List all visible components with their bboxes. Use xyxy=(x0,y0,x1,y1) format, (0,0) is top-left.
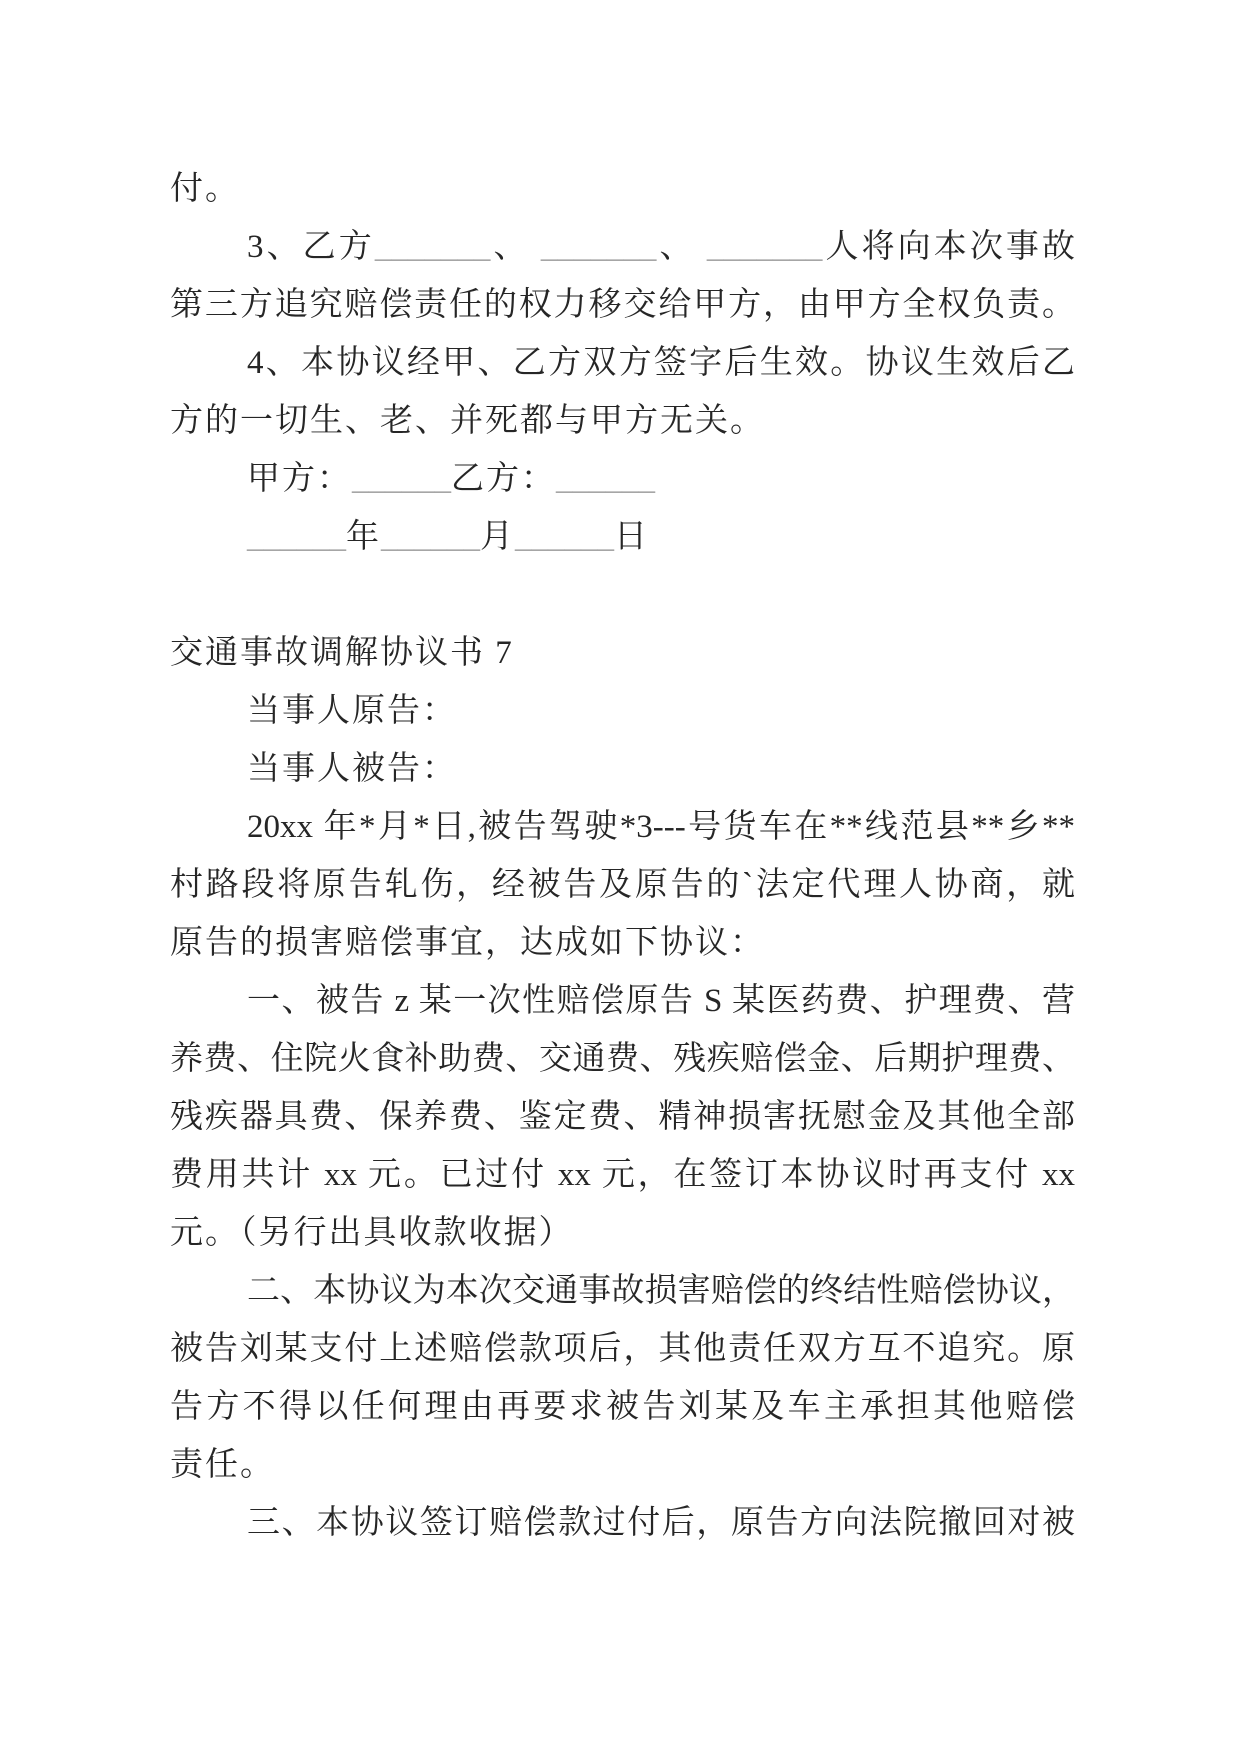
text-run: 被告刘某支付上述赔偿款项后，其他责任双方互不追究。原 xyxy=(170,1331,1075,1367)
text-run: 20xx 年*月*日,被告驾驶*3---号货车在**线范县**乡** xyxy=(247,809,1075,845)
clause-2-line-2 xyxy=(170,1320,1075,1378)
blank-underline: ______ xyxy=(247,519,346,555)
clause-4-line-2 xyxy=(170,392,1075,450)
text-run: 年 xyxy=(346,519,381,555)
clause-1-line-2 xyxy=(170,1030,1075,1088)
text-run: 当事人被告： xyxy=(247,751,457,787)
text-run: 日 xyxy=(614,519,649,555)
text-run: 养费、住院火食补助费、交通费、残疾赔偿金、后期护理费、 xyxy=(170,1041,1075,1077)
section-heading xyxy=(170,624,1075,682)
clause-1-line-1 xyxy=(170,972,1075,1030)
signature-line xyxy=(170,450,1075,508)
text-run: 责任。 xyxy=(170,1447,275,1483)
text-run: 付。 xyxy=(170,171,240,207)
clause-2-line-3 xyxy=(170,1378,1075,1436)
text-run: 二、本协议为本次交通事故损害赔偿的终结性赔偿协议， xyxy=(247,1273,1075,1309)
clause-3-line-1 xyxy=(170,218,1075,276)
text-run: 第三方追究赔偿责任的权力移交给甲方，由甲方全权负责。 xyxy=(170,287,1075,323)
text-run: 费用共计 xx 元。已过付 xx 元，在签订本协议时再支付 xx xyxy=(170,1157,1075,1193)
clause-3-line-2 xyxy=(170,276,1075,334)
text-run: 元。（另行出具收款收据） xyxy=(170,1215,574,1251)
text-run: 告方不得以任何理由再要求被告刘某及车主承担其他赔偿 xyxy=(170,1389,1075,1425)
blank-underline: ______ xyxy=(515,519,614,555)
clause-1-line-5 xyxy=(170,1204,1075,1262)
party-defendant-line xyxy=(170,740,1075,798)
blank-underline: _______ xyxy=(706,229,823,265)
clause-4-line-1 xyxy=(170,334,1075,392)
date-line xyxy=(170,508,1075,566)
text-run: 一、被告 z 某一次性赔偿原告 S 某医药费、护理费、营 xyxy=(247,983,1075,1019)
clause-2-line-1 xyxy=(170,1262,1075,1320)
document-body xyxy=(170,160,1075,1552)
blank-underline: ______ xyxy=(381,519,480,555)
text-run: 3、乙方 xyxy=(247,229,375,265)
clause-1-line-4 xyxy=(170,1146,1075,1204)
blank-underline: _______ xyxy=(540,229,657,265)
text-run: 4、本协议经甲、乙方双方签字后生效。协议生效后乙 xyxy=(247,345,1075,381)
text-run: 交通事故调解协议书 7 xyxy=(170,635,514,671)
text-run: 月 xyxy=(480,519,515,555)
text-run: 村路段将原告轧伤，经被告及原告的`法定代理人协商，就 xyxy=(170,867,1075,903)
spacer xyxy=(170,566,1075,624)
text-run: 甲方： xyxy=(247,461,352,497)
preamble-line-3 xyxy=(170,914,1075,972)
clause-3b-line-1 xyxy=(170,1494,1075,1552)
preamble-line-1 xyxy=(170,798,1075,856)
text-run: 当事人原告： xyxy=(247,693,457,729)
text-run: 、 xyxy=(656,229,707,265)
clause-2-line-4 xyxy=(170,1436,1075,1494)
clause-1-line-3 xyxy=(170,1088,1075,1146)
blank-underline: ______ xyxy=(556,461,655,497)
blank-underline: _______ xyxy=(374,229,491,265)
text-run: 、 xyxy=(490,229,541,265)
blank-underline: ______ xyxy=(352,461,451,497)
text-run: 原告的损害赔偿事宜，达成如下协议： xyxy=(170,925,765,961)
preamble-line-2 xyxy=(170,856,1075,914)
text-run: 人将向本次事故 xyxy=(822,229,1075,265)
text-run: 残疾器具费、保养费、鉴定费、精神损害抚慰金及其他全部 xyxy=(170,1099,1075,1135)
text-run: 乙方： xyxy=(451,461,556,497)
text-run: 方的一切生、老、并死都与甲方无关。 xyxy=(170,403,765,439)
page-continuation-line xyxy=(170,160,1075,218)
party-plaintiff-line xyxy=(170,682,1075,740)
text-run: 三、本协议签订赔偿款过付后，原告方向法院撤回对被 xyxy=(247,1505,1075,1541)
